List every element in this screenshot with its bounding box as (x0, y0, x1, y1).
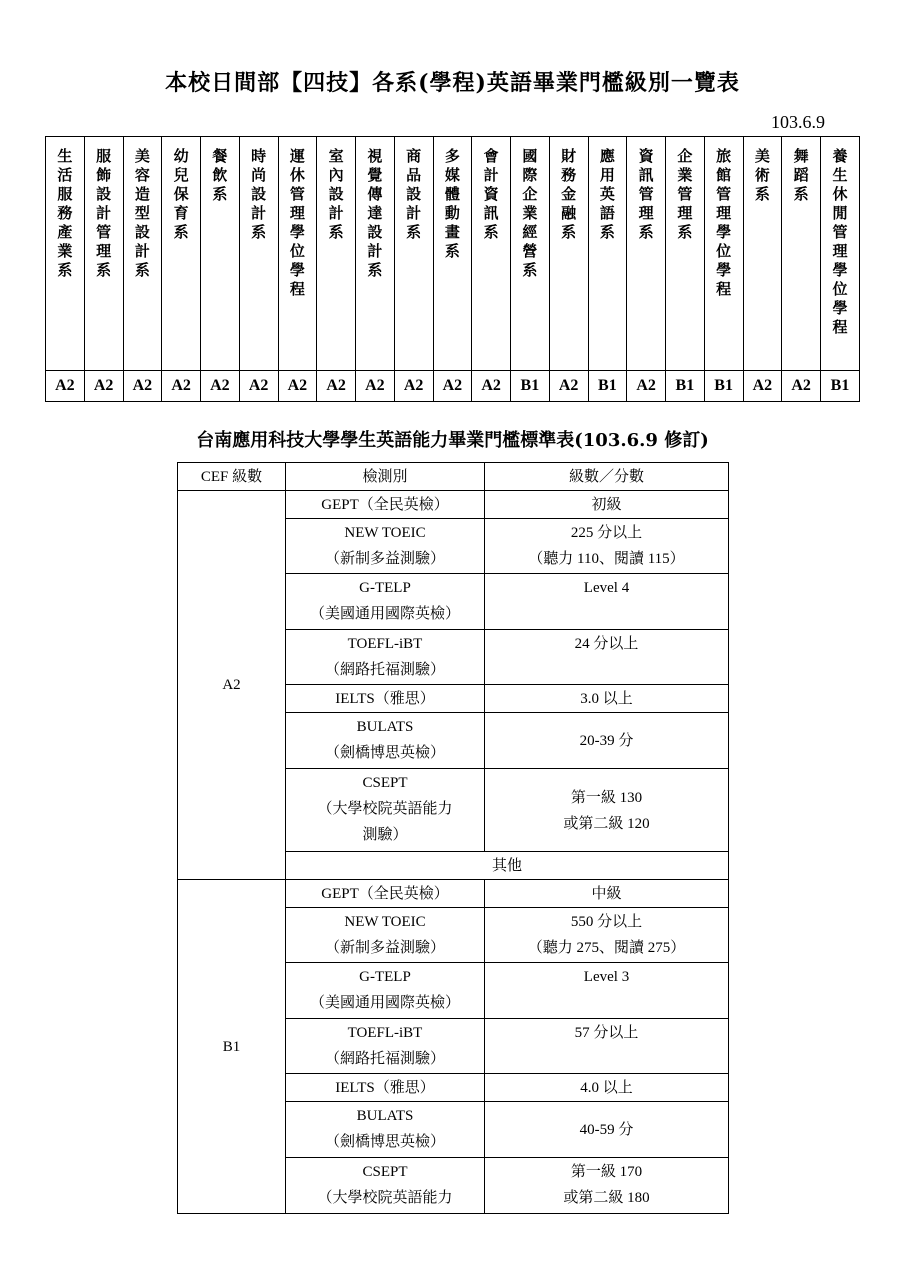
score-value: 4.0 以上 (580, 1080, 633, 1096)
department-name: 多媒體動畫系 (444, 147, 460, 260)
department-level-table (45, 136, 860, 402)
revision-date: 103.6.9 (771, 112, 825, 132)
department-level: A2 (201, 371, 240, 402)
department-name: 養生休閒管理學位學程 (832, 147, 848, 336)
exam-name-sub: （美國通用國際英檢） (309, 995, 460, 1011)
score-cell (485, 685, 729, 713)
exam-cell (286, 880, 485, 908)
department-levels-row (46, 371, 860, 402)
exam-cell (286, 1074, 485, 1102)
department-name-cell (46, 137, 85, 371)
department-level: A2 (743, 371, 782, 402)
department-name-cell (278, 137, 317, 371)
exam-name: IELTS（雅思） (335, 1080, 435, 1096)
department-level: A2 (239, 371, 278, 402)
exam-name-sub: （劍橋博思英檢） (324, 745, 445, 761)
score-value: 3.0 以上 (580, 691, 633, 707)
score-cell (485, 519, 729, 574)
table-row (178, 491, 729, 519)
score-value: Level 4 (583, 580, 630, 596)
score-detail: （聽力 110、閱讀 115） (528, 551, 685, 567)
exam-cell (286, 519, 485, 574)
department-name: 應用英語系 (599, 147, 615, 241)
page-title: 本校日間部【四技】各系(學程)英語畢業門檻級別一覽表 (165, 70, 740, 96)
score-value: 550 分以上 (570, 914, 643, 930)
exam-cell (286, 630, 485, 685)
table-row (178, 880, 729, 908)
exam-cell (286, 713, 485, 769)
exam-name-sub: 測驗） (362, 827, 408, 843)
score-cell (485, 769, 729, 852)
department-name: 服飾設計管理系 (96, 147, 112, 279)
department-level: A2 (84, 371, 123, 402)
exam-name-sub: （網路托福測驗） (324, 1051, 445, 1067)
department-name: 運休管理學位學程 (289, 147, 305, 298)
department-name: 企業管理系 (677, 147, 693, 241)
score-value: 225 分以上 (570, 525, 643, 541)
department-name-cell (704, 137, 743, 371)
exam-name: BULATS (356, 1108, 414, 1124)
department-level: A2 (278, 371, 317, 402)
department-level: A2 (472, 371, 511, 402)
department-level: B1 (588, 371, 627, 402)
score-cell (485, 491, 729, 519)
score-value: 第一級 130 (570, 789, 643, 806)
department-name-cell (666, 137, 705, 371)
exam-cell (286, 491, 485, 519)
exam-name-sub: （劍橋博思英檢） (324, 1134, 445, 1150)
exam-name: CSEPT (362, 775, 408, 791)
score-cell (485, 630, 729, 685)
department-name-cell (162, 137, 201, 371)
department-name-cell (549, 137, 588, 371)
exam-name: G-TELP (359, 969, 411, 985)
department-name: 生活服務產業系 (57, 147, 73, 279)
cef-level-b1: B1 (178, 880, 286, 1214)
exam-cell (286, 769, 485, 852)
header-cef: CEF 級數 (178, 463, 286, 491)
department-level: A2 (433, 371, 472, 402)
score-value: Level 3 (583, 969, 630, 985)
department-name: 舞蹈系 (793, 147, 809, 203)
exam-name-sub: （新制多益測驗） (324, 940, 445, 956)
exam-name: BULATS (356, 719, 414, 735)
department-name-cell (201, 137, 240, 371)
department-name-cell (472, 137, 511, 371)
department-name-cell (239, 137, 278, 371)
exam-name: GEPT（全民英檢） (321, 497, 449, 513)
exam-name-sub: （大學校院英語能力 (317, 1190, 453, 1206)
exam-name: GEPT（全民英檢） (321, 886, 449, 902)
exam-name-sub: （美國通用國際英檢） (309, 606, 460, 622)
score-cell (485, 1102, 729, 1158)
department-level: A2 (356, 371, 395, 402)
exam-name: G-TELP (359, 580, 411, 596)
department-name: 商品設計系 (406, 147, 422, 241)
exam-name-sub: （網路托福測驗） (324, 662, 445, 678)
department-name-cell (588, 137, 627, 371)
department-name: 餐飲系 (212, 147, 228, 203)
department-names-row (46, 137, 860, 371)
department-name-cell (782, 137, 821, 371)
department-level: A2 (394, 371, 433, 402)
score-detail: （聽力 275、閱讀 275） (527, 940, 686, 956)
header-score: 級數／分數 (485, 463, 729, 491)
header-row (178, 463, 729, 491)
department-name: 會計資訊系 (483, 147, 499, 241)
score-detail: 或第二級 180 (563, 1190, 650, 1206)
exam-cell (286, 1102, 485, 1158)
score-value: 57 分以上 (574, 1025, 639, 1041)
department-name: 幼兒保育系 (173, 147, 189, 241)
score-cell (485, 1158, 729, 1214)
exam-cell (286, 685, 485, 713)
department-name-cell (356, 137, 395, 371)
department-level: A2 (123, 371, 162, 402)
other-cell: 其他 (286, 852, 729, 880)
score-value: 初級 (591, 497, 622, 513)
score-value: 中級 (591, 886, 622, 902)
standard-table-title: 台南應用科技大學學生英語能力畢業門檻標準表(103.6.9 修訂) (196, 430, 709, 451)
exam-cell (286, 1158, 485, 1214)
department-level: A2 (627, 371, 666, 402)
department-name: 美容造型設計系 (134, 147, 150, 279)
department-level: B1 (666, 371, 705, 402)
department-name: 美術系 (754, 147, 770, 203)
exam-name: TOEFL-iBT (347, 636, 423, 652)
department-name-cell (394, 137, 433, 371)
department-level: A2 (782, 371, 821, 402)
department-level: A2 (317, 371, 356, 402)
department-level: A2 (162, 371, 201, 402)
exam-name-sub: （新制多益測驗） (324, 551, 445, 567)
score-value: 20-39 分 (579, 733, 634, 749)
department-level: B1 (704, 371, 743, 402)
department-level: B1 (821, 371, 860, 402)
department-name: 國際企業經營系 (522, 147, 538, 279)
exam-name: IELTS（雅思） (335, 691, 435, 707)
exam-cell (286, 1019, 485, 1074)
department-name: 財務金融系 (561, 147, 577, 241)
department-level: A2 (46, 371, 85, 402)
department-name: 時尚設計系 (251, 147, 267, 241)
department-name-cell (743, 137, 782, 371)
score-cell (485, 1074, 729, 1102)
department-name-cell (627, 137, 666, 371)
exam-name: NEW TOEIC (344, 914, 426, 930)
score-detail: 或第二級 120 (563, 815, 650, 832)
exam-cell (286, 574, 485, 630)
department-name-cell (84, 137, 123, 371)
exam-cell (286, 908, 485, 963)
score-cell (485, 880, 729, 908)
score-cell (485, 713, 729, 769)
department-name: 資訊管理系 (638, 147, 654, 241)
department-level: A2 (549, 371, 588, 402)
exam-name-sub: （大學校院英語能力 (317, 801, 453, 817)
department-name-cell (123, 137, 162, 371)
department-name-cell (317, 137, 356, 371)
department-name: 室內設計系 (328, 147, 344, 241)
score-value: 40-59 分 (579, 1122, 634, 1138)
department-name: 旅館管理學位學程 (716, 147, 732, 298)
header-exam: 檢測別 (286, 463, 485, 491)
exam-name: TOEFL-iBT (347, 1025, 423, 1041)
exam-name: CSEPT (362, 1164, 408, 1180)
exam-cell (286, 963, 485, 1019)
score-cell (485, 1019, 729, 1074)
score-cell (485, 908, 729, 963)
department-level: B1 (511, 371, 550, 402)
department-name: 視覺傳達設計系 (367, 147, 383, 279)
score-value: 第一級 170 (570, 1164, 643, 1180)
department-name-cell (433, 137, 472, 371)
cef-level-a2: A2 (178, 491, 286, 880)
score-cell (485, 574, 729, 630)
english-standard-table (177, 462, 729, 1214)
score-value: 24 分以上 (574, 636, 639, 652)
department-name-cell (821, 137, 860, 371)
department-name-cell (511, 137, 550, 371)
exam-name: NEW TOEIC (344, 525, 426, 541)
score-cell (485, 963, 729, 1019)
